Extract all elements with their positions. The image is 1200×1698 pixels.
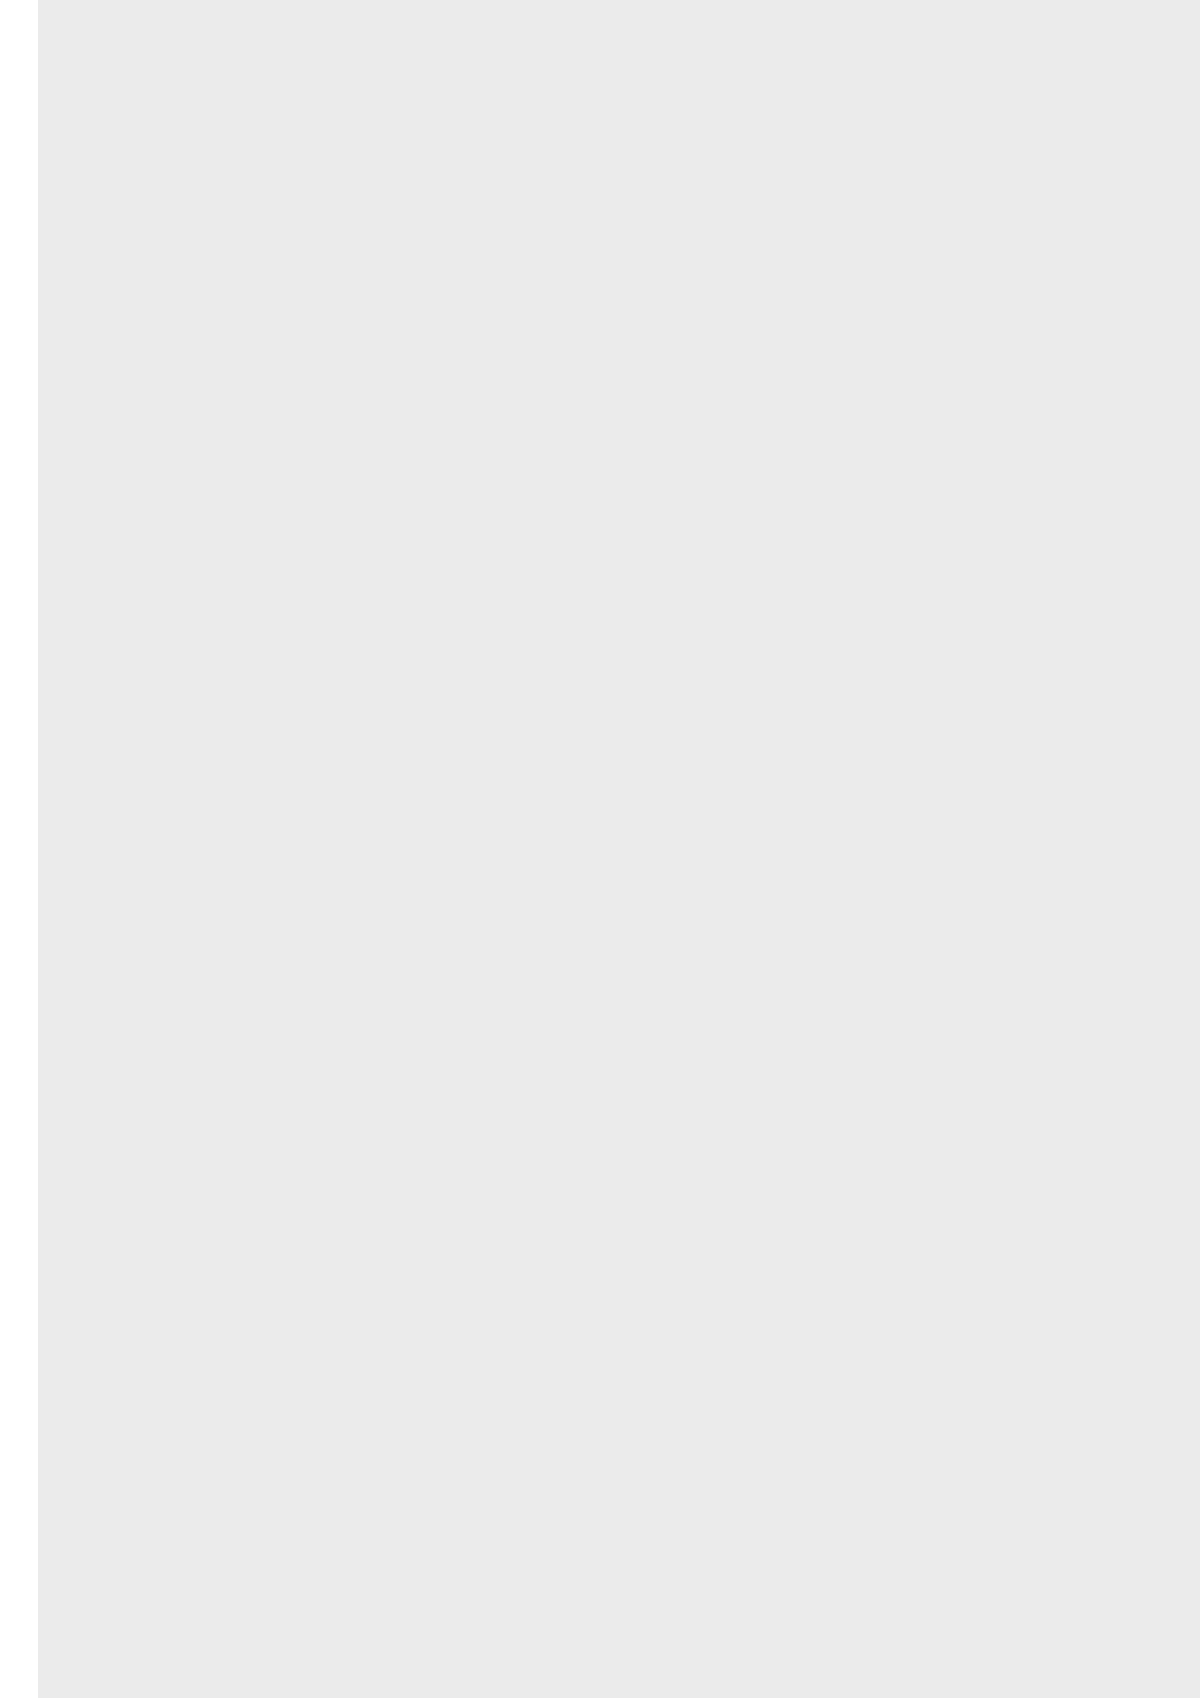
page-sheet (38, 0, 1200, 1698)
